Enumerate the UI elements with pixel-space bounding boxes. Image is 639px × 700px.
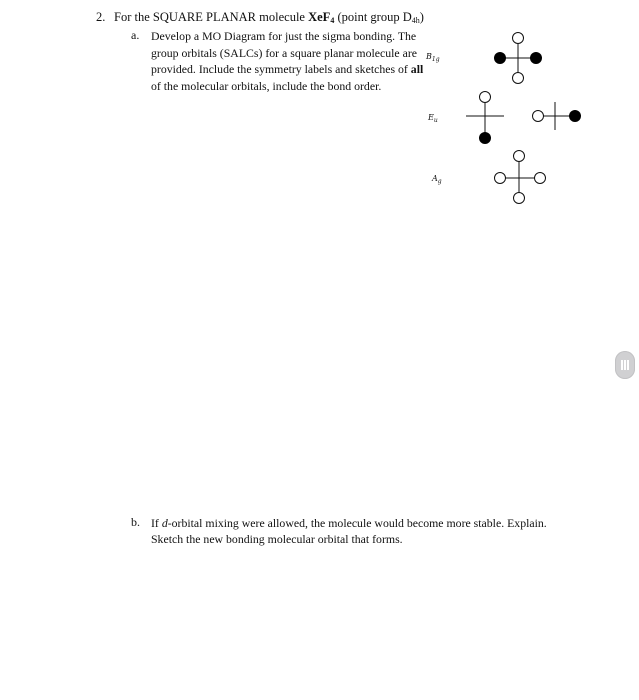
part-a-line: provided. Include the symmetry labels and sketches of all	[151, 62, 424, 77]
part-a-text	[151, 28, 424, 94]
orbital-lobe-filled	[569, 110, 581, 122]
question-number: 2.	[96, 10, 106, 24]
salc-label-b1g: $B_{1g}$	[426, 52, 440, 63]
orbital-lobe-open	[514, 193, 525, 204]
point-group: (point group $D_{4h}$)	[337, 10, 424, 25]
orbital-lobe-open	[513, 73, 524, 84]
part-a-line: group orbitals (SALCs) for a square planar molecule are	[151, 45, 417, 60]
part-b-letter: b.	[131, 515, 140, 529]
orbital-lobe-open	[480, 92, 491, 103]
molecule-formula: XeF$_4$	[308, 10, 335, 25]
salc-label-eu: $E_u$	[428, 113, 438, 124]
orbital-lobe-filled	[530, 52, 542, 64]
salc-eu-horizontal-sketch	[526, 98, 586, 136]
part-b-line: Sketch the new bonding molecular orbital that forms.	[151, 532, 403, 546]
orbital-lobe-filled	[494, 52, 506, 64]
question-title	[114, 10, 424, 25]
part-b-text	[151, 515, 547, 547]
orbital-lobe-open	[495, 173, 506, 184]
orbital-lobe-open	[513, 33, 524, 44]
orbital-lobe-filled	[479, 132, 491, 144]
part-a-line: of the molecular orbitals, include the bond order.	[151, 78, 382, 93]
salc-eu-vertical-sketch	[464, 86, 508, 148]
orbital-lobe-open	[514, 151, 525, 162]
salc-ag-sketch	[490, 148, 550, 206]
orbital-lobe-open	[535, 173, 546, 184]
part-b-line: If d-orbital mixing were allowed, the molecule would become more stable. Explain.	[151, 516, 547, 530]
question-intro: For the SQUARE PLANAR molecule	[114, 10, 305, 24]
part-a-letter: a.	[131, 28, 140, 42]
scroll-handle[interactable]	[615, 351, 635, 379]
salc-label-ag: $A_g$	[432, 174, 442, 185]
salc-b1g-sketch	[486, 28, 550, 88]
part-a-line: Develop a MO Diagram for just the sigma bonding. The	[151, 29, 417, 43]
orbital-lobe-open	[533, 111, 544, 122]
